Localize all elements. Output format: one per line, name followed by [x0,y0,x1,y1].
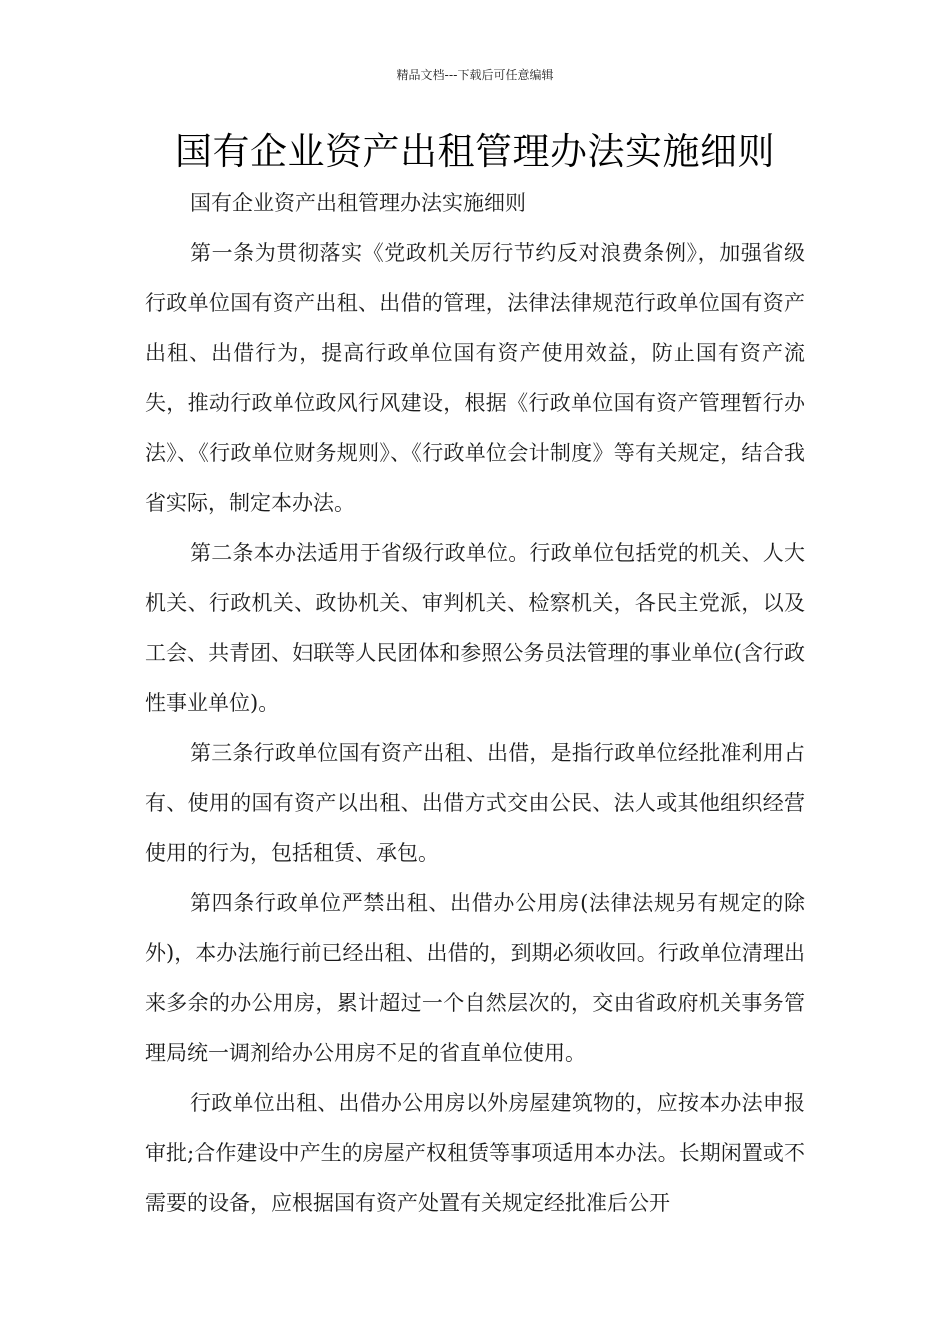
article-4-continued-paragraph: 行政单位出租、出借办公用房以外房屋建筑物的，应按本办法申报审批;合作建设中产生的房屋产权租赁等事项适用本办法。长期闲置或不需要的设备，应根据国有资产处置有关规定经批准后公开 [145,1091,805,1215]
article-3-paragraph: 第三条行政单位国有资产出租、出借，是指行政单位经批准利用占有、使用的国有资产以出租、出借方式交由公民、法人或其他组织经营使用的行为，包括租赁、承包。 [145,741,805,865]
article-1-paragraph: 第一条为贯彻落实《党政机关厉行节约反对浪费条例》，加强省级行政单位国有资产出租、出借的管理，法律法律规范行政单位国有资产出租、出借行为，提高行政单位国有资产使用效益，防止国有资产流失，推动行政单位政风行风建设，根据《行政单位国有资产管理暂行办法》、《行政单位财务规则》、《行政单位会计制度》等有关规定，结合我省实际，制定本办法。 [145,241,805,515]
document-body [145,178,805,1228]
article-4-paragraph: 第四条行政单位严禁出租、出借办公用房(法律法规另有规定的除外)，本办法施行前已经出租、出借的，到期必须收回。行政单位清理出来多余的办公用房，累计超过一个自然层次的，交由省政府机关事务管理局统一调剂给办公用房不足的省直单位使用。 [145,891,805,1065]
header-note: 精品文档---下载后可任意编辑 [396,68,554,82]
article-2-paragraph: 第二条本办法适用于省级行政单位。行政单位包括党的机关、人大机关、行政机关、政协机关、审判机关、检察机关，各民主党派，以及工会、共青团、妇联等人民团体和参照公务员法管理的事业单位(含行政性事业单位)。 [145,541,805,715]
document-title: 国有企业资产出租管理办法实施细则 [175,130,775,173]
subtitle-paragraph: 国有企业资产出租管理办法实施细则 [190,191,526,215]
